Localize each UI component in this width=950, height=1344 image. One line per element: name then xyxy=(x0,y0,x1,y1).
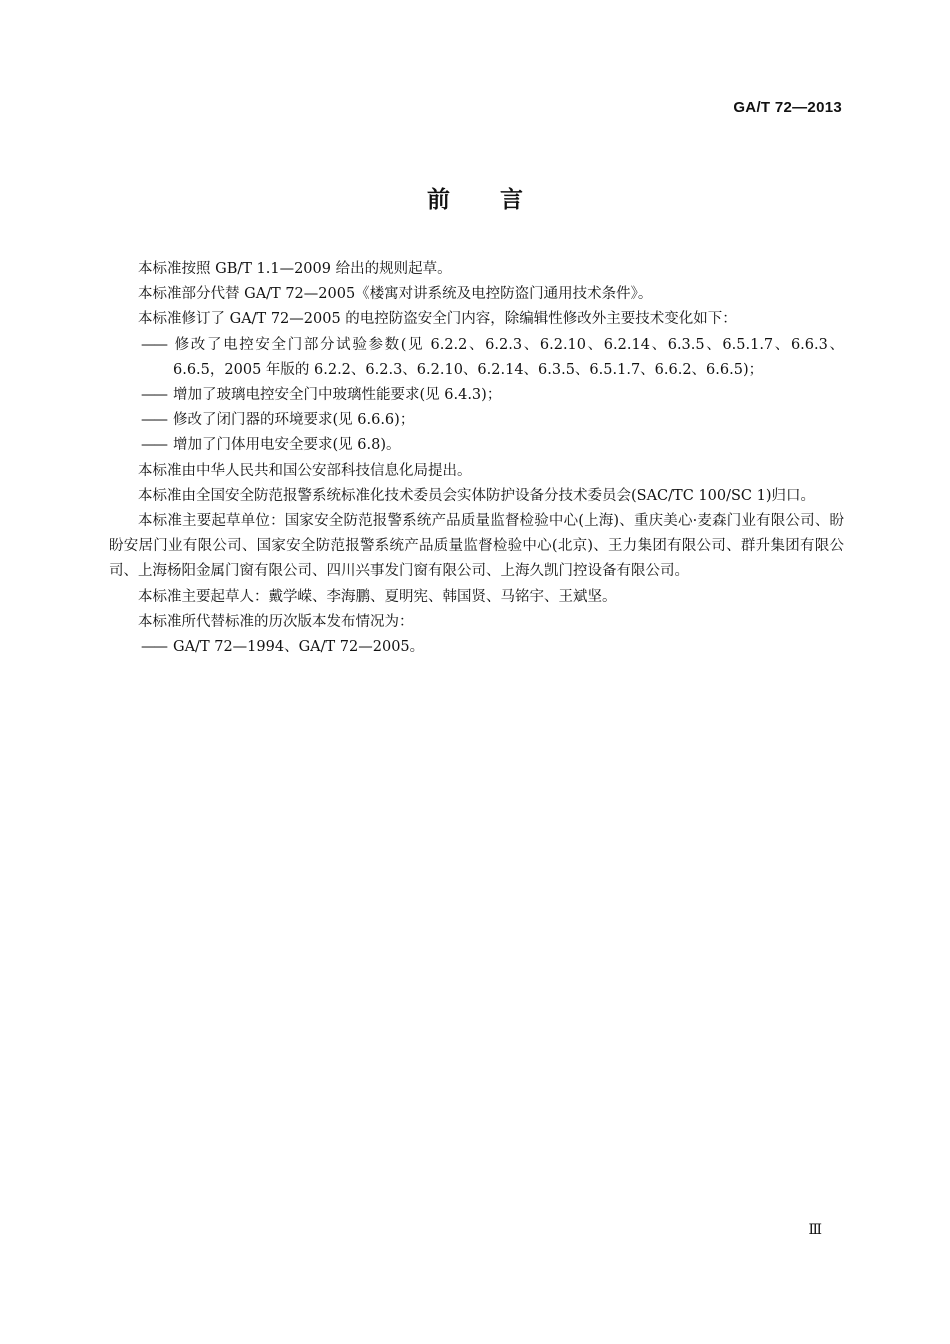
list-item-change-3 xyxy=(109,408,844,433)
dash-marker: —— xyxy=(141,412,166,429)
list-item-text: 修改了闭门器的环境要求(见 6.6.6)； xyxy=(173,412,415,429)
list-item-text: GA/T 72—1994、GA/T 72—2005。 xyxy=(173,639,425,656)
dash-marker: —— xyxy=(141,437,166,454)
list-item-text: 增加了玻璃电控安全门中玻璃性能要求(见 6.4.3)； xyxy=(173,387,502,404)
title-char-1: 前 xyxy=(427,187,450,213)
paragraph-drafting-units: 本标准主要起草单位：国家安全防范报警系统产品质量监督检验中心(上海)、重庆美心·麦森门业有限公司、盼盼安居门业有限公司、国家安全防范报警系统产品质量监督检验中心(北京)、王力集团有限公司、群升集团有限公司、上海杨阳金属门窗有限公司、四川兴事发门窗有限公司、上海久凯门控设备有限公司。 xyxy=(109,513,844,580)
paragraph-history-intro: 本标准所代替标准的历次版本发布情况为： xyxy=(138,613,414,630)
list-item-change-4 xyxy=(109,433,844,458)
document-body xyxy=(109,257,844,660)
list-item-change-1 xyxy=(109,333,844,383)
dash-marker: —— xyxy=(141,336,166,353)
list-item-text: 修改了电控安全门部分试验参数(见 6.2.2、6.2.3、6.2.10、6.2.14、6.3.5、6.5.1.7、6.6.3、6.6.5，2005 年版的 6.2.2、6.2.3、6.2.10、6.2.14、6.3.5、6.5.1.7、6.6.2、6.6.5)； xyxy=(173,336,844,378)
paragraph-drafters: 本标准主要起草人：戴学嵘、李海鹏、夏明宪、韩国贤、马铭宇、王斌坚。 xyxy=(138,588,617,605)
page-title xyxy=(0,181,950,214)
paragraph-centralized-by: 本标准由全国安全防范报警系统标准化技术委员会实体防护设备分技术委员会(SAC/TC 100/SC 1)归口。 xyxy=(138,487,815,504)
dash-marker: —— xyxy=(141,387,166,404)
paragraph-proposed-by: 本标准由中华人民共和国公安部科技信息化局提出。 xyxy=(138,462,472,479)
dash-marker: —— xyxy=(141,639,166,656)
list-item-text: 增加了门体用电安全要求(见 6.8)。 xyxy=(173,437,401,454)
paragraph-replaces: 本标准部分代替 GA/T 72—2005《楼寓对讲系统及电控防盗门通用技术条件》。 xyxy=(138,286,653,303)
list-item-change-2 xyxy=(109,383,844,408)
page-number: Ⅲ xyxy=(808,1222,822,1238)
title-char-2: 言 xyxy=(500,187,523,213)
standard-code: GA/T 72—2013 xyxy=(733,99,842,116)
paragraph-drafting-rules: 本标准按照 GB/T 1.1—2009 给出的规则起草。 xyxy=(138,261,452,277)
paragraph-revision-summary: 本标准修订了 GA/T 72—2005 的电控防盗安全门内容，除编辑性修改外主要技术变化如下： xyxy=(138,311,737,328)
list-item-history xyxy=(109,635,844,660)
